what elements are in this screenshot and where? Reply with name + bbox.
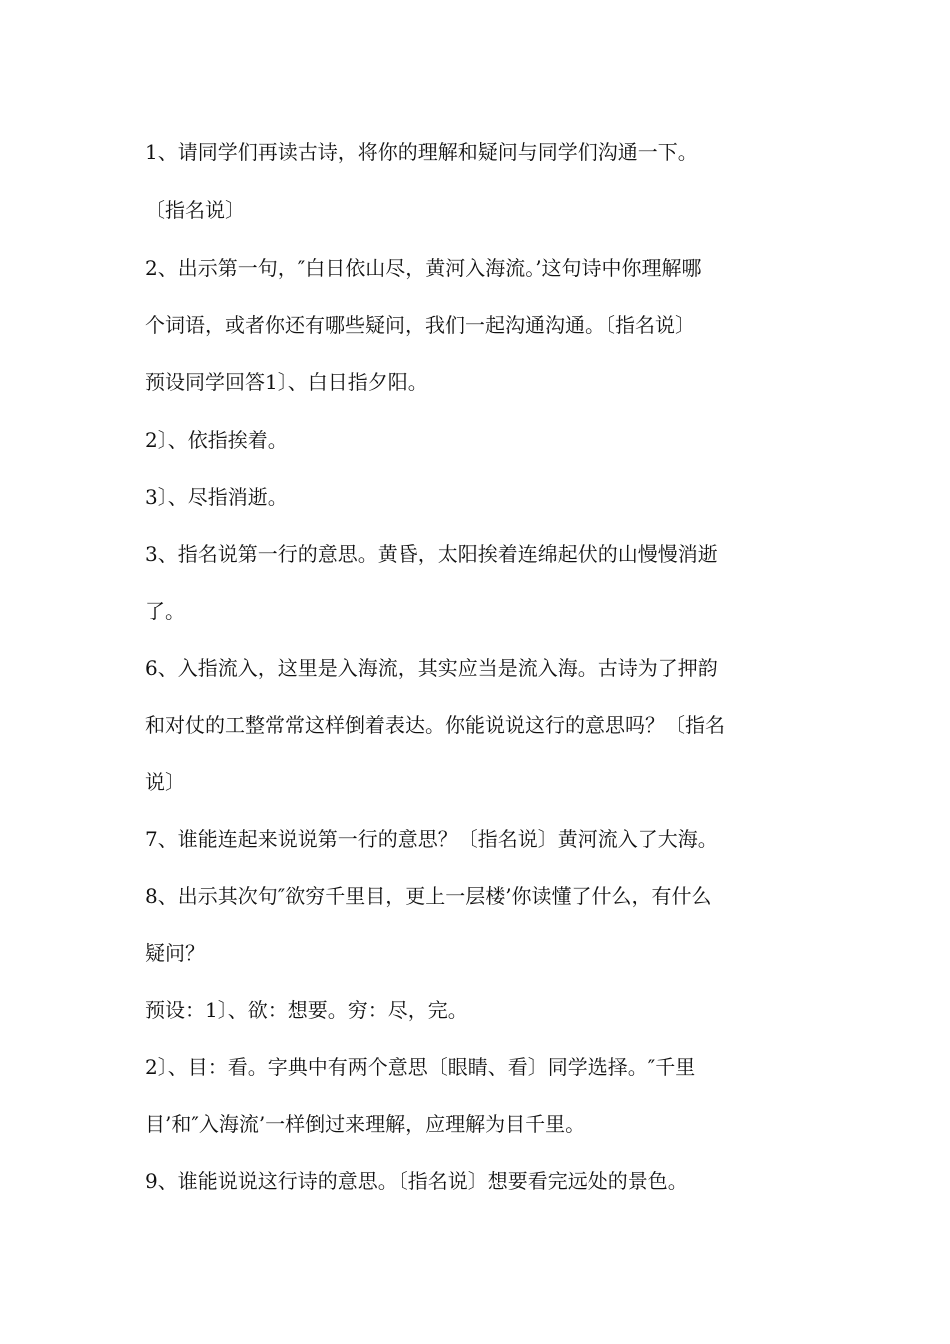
text-line-6: 2〕、依指挨着。 — [145, 428, 288, 452]
text-line-5: 预设同学回答1〕、白日指夕阳。 — [145, 370, 428, 394]
text-line-19: 9、谁能说说这行诗的意思。〔指名说〕想要看完远处的景色。 — [145, 1169, 688, 1193]
text-line-4: 个词语，或者你还有哪些疑问，我们一起沟通沟通。〔指名说〕 — [145, 313, 695, 337]
text-line-7: 3〕、尽指消逝。 — [145, 485, 288, 509]
text-line-11: 和对仗的工整常常这样倒着表达。你能说说这行的意思吗？〔指名 — [145, 713, 725, 737]
text-line-17: 2〕、目：看。字典中有两个意思〔眼睛、看〕同学选择。″千里 — [145, 1055, 696, 1079]
text-line-8: 3、指名说第一行的意思。黄昏，太阳挨着连绵起伏的山慢慢消逝 — [145, 542, 718, 566]
text-line-16: 预设：1〕、欲：想要。穷：尽，完。 — [145, 998, 468, 1022]
text-line-1: 1、请同学们再读古诗，将你的理解和疑问与同学们沟通一下。 — [145, 140, 698, 164]
text-line-10: 6、入指流入，这里是入海流，其实应当是流入海。古诗为了押韵 — [145, 656, 718, 680]
text-line-18: 目’和″入海流’一样倒过来理解，应理解为目千里。 — [145, 1112, 586, 1136]
text-line-15: 疑问？ — [145, 941, 205, 965]
text-line-13: 7、谁能连起来说说第一行的意思？〔指名说〕黄河流入了大海。 — [145, 827, 718, 851]
text-line-2: 〔指名说〕 — [145, 198, 245, 222]
text-line-3: 2、出示第一句，″白日依山尽，黄河入海流。’这句诗中你理解哪 — [145, 256, 702, 280]
text-line-9: 了。 — [145, 599, 185, 623]
text-line-14: 8、出示其次句″欲穷千里目，更上一层楼’你读懂了什么，有什么 — [145, 884, 712, 908]
text-line-12: 说〕 — [145, 770, 185, 794]
